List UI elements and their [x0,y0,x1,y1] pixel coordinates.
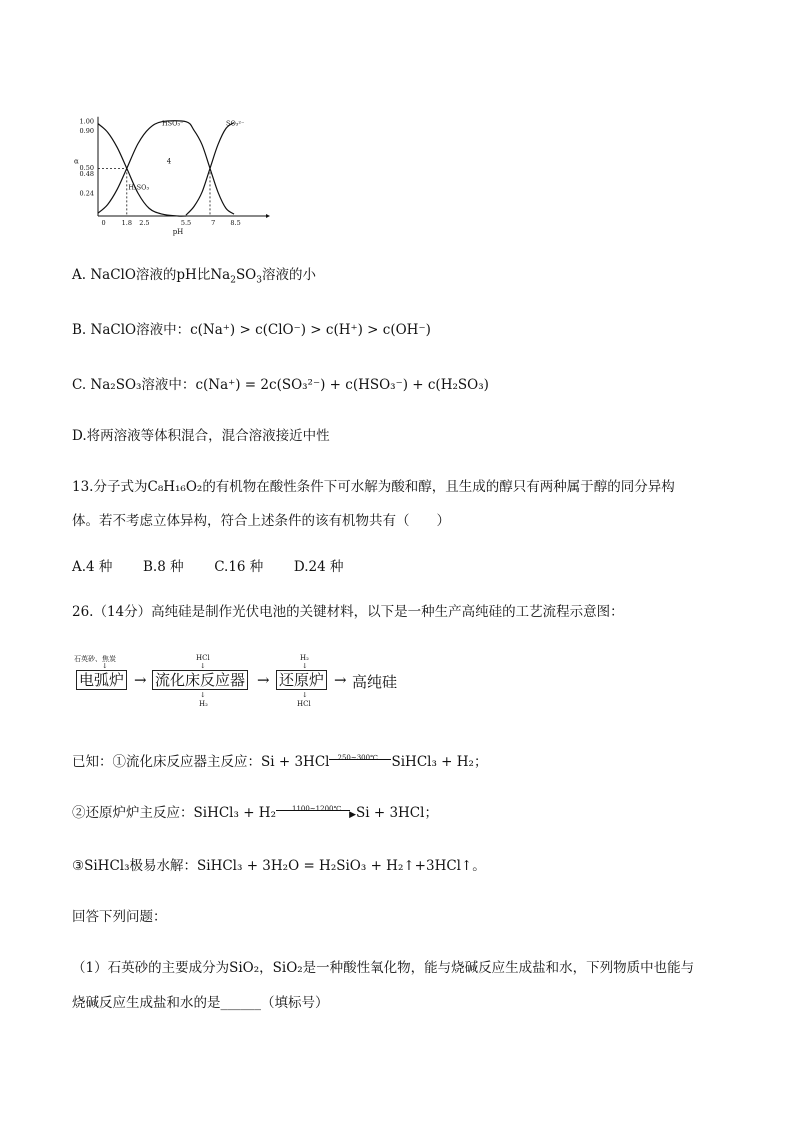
known-1-label: 已知：①流化床反应器主反应： [72,754,261,770]
y-tick-label: 0.50 [79,163,94,172]
flow-box3-input-arrow-icon: ↓ [302,662,308,670]
known-3-label: ③SiHCl₃极易水解： [72,858,198,874]
q26-part1-line1: （1）石英砂的主要成分为SiO₂，SiO₂是一种酸性氧化物，能与烧碱反应生成盐和水，下列物质中也能与 [72,960,695,976]
flow-box-electric-arc-furnace: 电弧炉 [76,670,127,690]
flow-input-arrow-icon: ↓ [102,662,108,670]
flow-arrow-3-icon: → [334,671,347,689]
x-axis-arrow-icon [266,214,270,218]
q13-text: 的有机物在酸性条件下可水解为酸和醇，且生成的醇只有两种属于醇的同分异构 [202,479,675,495]
q12-option-a [72,265,316,285]
answer-prompt: 回答下列问题： [72,909,167,925]
known-reaction-2 [72,803,438,823]
q12-option-c [72,375,489,395]
flow-box3-output: HCl [297,700,311,708]
chart-axes [98,117,270,218]
x-tick-label: 5.5 [180,219,192,227]
known-1-arrow [329,753,391,770]
known-2-label: ②还原炉炉主反应： [72,805,194,821]
q13-option-a: A.4 种 [72,559,113,575]
series-label: H₂SO₃ [128,183,150,192]
q12-option-a-formula: Na [210,267,231,283]
known-2-condition: 1100~1200℃ [291,804,342,813]
flow-box2-input: HCl [196,654,210,662]
x-tick-label: 7 [211,219,216,227]
y-tick-label: 0.90 [79,126,94,135]
flow-arrow-2-icon: → [257,671,270,689]
q13-option-b: B.8 种 [143,559,184,575]
x-tick-label: 0 [101,219,106,227]
known-1-reactants: Si + 3HCl [261,754,330,770]
q12-option-a-text: A. NaClO溶液的pH比 [72,267,211,283]
process-flow-diagram [72,650,472,710]
x-tick-label: 2.5 [139,219,150,227]
distribution-chart [70,104,270,236]
flow-box-fluidized-bed-reactor: 流化床反应器 [152,670,248,690]
q13-prefix: 13.分子式为 [72,479,148,495]
series-label: SO₃²⁻ [226,119,245,128]
q13-options [72,557,344,577]
series-line-hso3- [98,121,234,214]
known-2-arrow: 1100~1200℃ ▶ [276,807,356,821]
series-label: HSO₃⁻ [162,119,184,128]
q12-option-d: D.将两溶液等体积混合，混合溶液接近中性 [72,428,330,444]
q26-intro: 26.（14分）高纯硅是制作光伏电池的关键材料，以下是一种生产高纯硅的工艺流程示意图： [72,604,624,620]
q12-option-a-sub1: 2 [230,275,236,286]
y-axis-label: α [74,157,79,166]
q13-formula: C₈H₁₆O₂ [147,479,203,495]
q13-line2: 体。若不考虑立体异构，符合上述条件的该有机物共有（ ） [72,513,450,529]
chart-labels [74,117,244,236]
flow-input-label: 石英砂、焦炭 [74,655,116,663]
q12-option-a-formula2: SO [235,267,257,283]
y-tick-label: 0.48 [79,169,94,178]
chart-guides [98,168,210,216]
q12-option-a-sub2: 3 [256,275,262,286]
q12-option-c-label: C. Na₂SO₃溶液中： [72,377,196,393]
q12-option-a-post: 溶液的小 [262,267,316,283]
known-2-reactants: SiHCl₃ + H₂ [193,805,276,821]
q12-option-b [72,320,431,340]
x-tick-label: 8.5 [230,219,241,227]
q12-option-b-expr: c(Na⁺) > c(ClO⁻) > c(H⁺) > c(OH⁻) [190,322,431,338]
known-reaction-1 [72,752,487,772]
y-tick-label: 0.24 [79,189,94,198]
known-3-equation: SiHCl₃ + 3H₂O = H₂SiO₃ + H₂↑+3HCl↑。 [197,858,486,874]
q13-option-d: D.24 种 [293,559,344,575]
known-1-condition: 250~300℃ [337,753,378,762]
q13-option-c: C.16 种 [214,559,264,575]
chart-annotation: 4 [166,157,172,166]
q26-part1-line2: 烧碱反应生成盐和水的是______（填标号） [72,995,329,1011]
flow-arrow-1-icon: → [134,671,147,689]
flow-box-reduction-furnace: 还原炉 [276,670,327,690]
q12-option-c-expr: c(Na⁺) = 2c(SO₃²⁻) + c(HSO₃⁻) + c(H₂SO₃) [195,377,489,393]
known-reaction-3 [72,856,486,876]
x-tick-label: 1.8 [121,219,132,227]
flow-box3-output-arrow-icon: ↓ [302,691,308,699]
y-tick-label: 1.00 [79,117,94,126]
known-2-products: Si + 3HCl； [355,805,438,821]
flow-box3-input: H₂ [300,654,309,662]
known-1-products: SiHCl₃ + H₂； [391,754,488,770]
x-axis-label: pH [172,228,184,236]
flow-product: 高纯硅 [352,673,398,691]
flow-box2-input-arrow-icon: ↓ [200,662,206,670]
q13-line1 [72,477,675,497]
q12-option-b-label: B. NaClO溶液中： [72,322,191,338]
flow-box2-output-arrow-icon: ↓ [200,691,206,699]
flow-box2-output: H₂ [199,700,208,708]
